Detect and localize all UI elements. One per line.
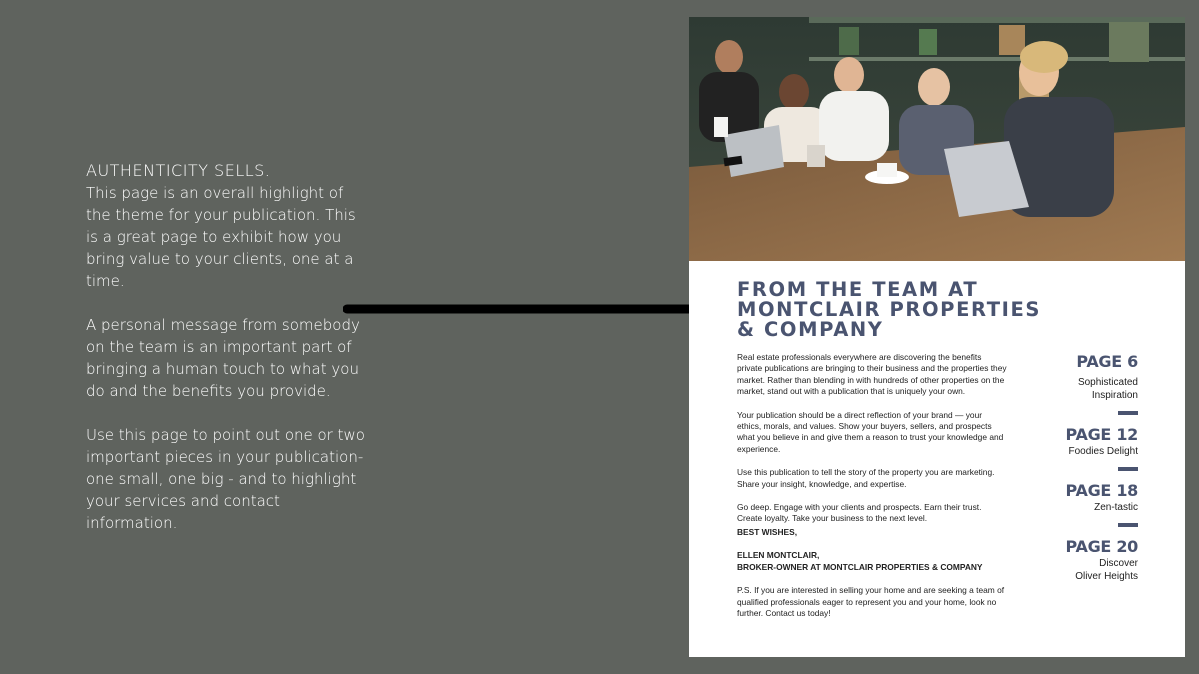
- toc-divider: [1118, 411, 1138, 415]
- article-paragraph-3: Use this publication to tell the story of the property you are marketing. Share your insight, knowledge, and expertise.: [737, 467, 995, 489]
- toc-page-number: PAGE 20: [1065, 537, 1138, 556]
- toc-divider: [1118, 523, 1138, 527]
- instruction-heading: AUTHENTICITY SELLS.: [86, 161, 271, 180]
- instruction-paragraph-2: A personal message from somebody on the team is an important part of bringing a human touch to what you do and the benefits you provide.: [86, 316, 360, 400]
- table-of-contents: [1039, 352, 1138, 583]
- toc-item[interactable]: [1039, 537, 1138, 583]
- toc-description: Zen-tastic: [1094, 502, 1138, 513]
- article-paragraph-2: Your publication should be a direct reflection of your brand — your ethics, morals, and values. Show your buyers, sellers, and prospects what you believe in and give them a reason to trust your knowledge and experience.: [737, 409, 1004, 454]
- toc-item[interactable]: [1039, 425, 1138, 458]
- toc-description: Inspiration: [1091, 390, 1138, 401]
- instruction-paragraph-1: This page is an overall highlight of the theme for your publication. This is a great page to exhibit how you bring value to your clients, one at a time.: [86, 184, 356, 290]
- toc-description: Foodies Delight: [1068, 446, 1138, 457]
- article-title: FROM THE TEAM AT MONTCLAIR PROPERTIES & COMPANY: [737, 278, 1042, 341]
- signature-name: ELLEN MONTCLAIR,: [737, 550, 820, 561]
- toc-page-number: PAGE 6: [1076, 352, 1138, 371]
- toc-description: Oliver Heights: [1075, 571, 1138, 582]
- toc-page-number: PAGE 12: [1065, 425, 1138, 444]
- arrow-right-icon: [343, 292, 733, 328]
- article-closing: BEST WISHES,: [737, 526, 798, 537]
- toc-item[interactable]: [1039, 481, 1138, 514]
- toc-description: Sophisticated: [1077, 377, 1138, 388]
- publication-page: [689, 17, 1185, 657]
- article-paragraph-4: Go deep. Engage with your clients and prospects. Earn their trust. Create loyalty. Take your business to the next level.: [737, 502, 982, 524]
- instruction-text: [86, 160, 366, 556]
- article-paragraph-1: Real estate professionals everywhere are discovering the benefits private publications are bringing to their business and the properties they market. Rather than blending in with hundreds of other properties on the market, stand out with a publication that is uniquely your own.: [737, 352, 1007, 397]
- signature-title: BROKER-OWNER AT MONTCLAIR PROPERTIES & COMPANY: [737, 561, 983, 572]
- toc-item[interactable]: [1039, 352, 1138, 402]
- toc-description: Discover: [1099, 558, 1138, 569]
- article-body: [737, 352, 1007, 631]
- toc-divider: [1118, 467, 1138, 471]
- team-meeting-photo: [689, 17, 1185, 261]
- article-postscript: P.S. If you are interested in selling your home and are seeking a team of qualified professionals eager to represent you and your home, look no further. Contact us today!: [737, 585, 1005, 618]
- instruction-paragraph-3: Use this page to point out one or two important pieces in your publication- one small, one big - and to highlight your services and contact information.: [86, 426, 365, 532]
- toc-page-number: PAGE 18: [1065, 481, 1138, 500]
